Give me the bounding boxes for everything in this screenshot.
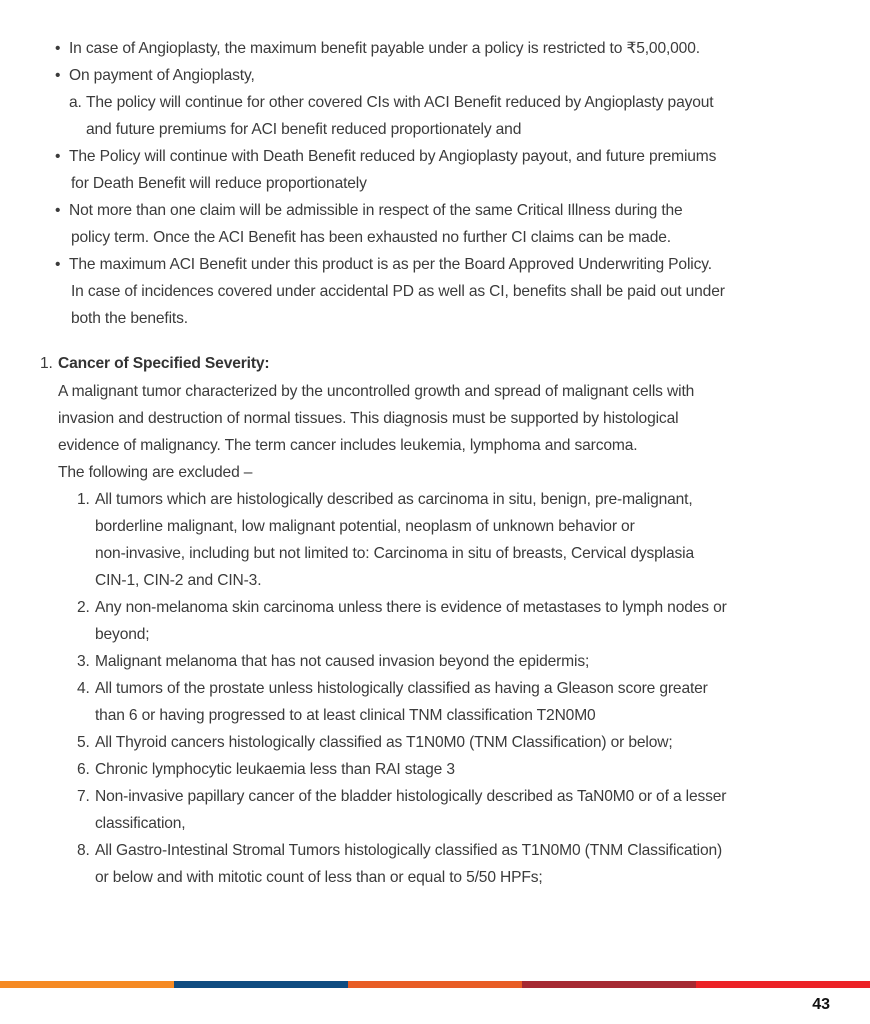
bullet-text: On payment of Angioplasty, (69, 67, 255, 84)
bullet-text: In case of incidences covered under accidental PD as well as CI, benefits shall be paid out under (71, 283, 725, 300)
exclusion-text: borderline malignant, low malignant potential, neoplasm of unknown behavior or (95, 518, 635, 535)
page-number: 43 (812, 996, 830, 1013)
section-title: Cancer of Specified Severity: (58, 355, 270, 372)
exclusion-number: 4. (77, 680, 90, 697)
exclusions-intro: The following are excluded – (58, 464, 253, 481)
bullet-text: The Policy will continue with Death Benefit reduced by Angioplasty payout, and future premiums (69, 148, 717, 165)
exclusion-text: beyond; (95, 626, 150, 643)
bullet-marker: • (55, 40, 61, 57)
bullet-text: policy term. Once the ACI Benefit has been exhausted no further CI claims can be made. (71, 229, 671, 246)
section-description: evidence of malignancy. The term cancer includes leukemia, lymphoma and sarcoma. (58, 437, 638, 454)
exclusion-text: Any non-melanoma skin carcinoma unless there is evidence of metastases to lymph nodes or (95, 599, 727, 616)
bullet-marker: • (55, 67, 61, 84)
exclusion-number: 1. (77, 491, 90, 508)
exclusion-number: 2. (77, 599, 90, 616)
exclusion-text: CIN-1, CIN-2 and CIN-3. (95, 572, 262, 589)
sub-item-text: and future premiums for ACI benefit reduced proportionately and (86, 121, 522, 138)
section-description: A malignant tumor characterized by the uncontrolled growth and spread of malignant cells with (58, 383, 695, 400)
bullet-text: Not more than one claim will be admissible in respect of the same Critical Illness during the (69, 202, 683, 219)
colorbar-segment (522, 981, 696, 988)
exclusion-text: All tumors of the prostate unless histologically classified as having a Gleason score greater (95, 680, 708, 697)
bullet-text: The maximum ACI Benefit under this product is as per the Board Approved Underwriting Policy. (69, 256, 712, 273)
exclusion-number: 3. (77, 653, 90, 670)
bullet-text: In case of Angioplasty, the maximum benefit payable under a policy is restricted to ₹5,00,000. (69, 40, 700, 57)
exclusion-text: All Thyroid cancers histologically classified as T1N0M0 (TNM Classification) or below; (95, 734, 673, 751)
colorbar-segment (696, 981, 870, 988)
exclusion-text: Non-invasive papillary cancer of the bladder histologically described as TaN0M0 or of a lesser (95, 788, 727, 805)
bullet-marker: • (55, 256, 61, 273)
bullet-marker: • (55, 202, 61, 219)
exclusion-number: 6. (77, 761, 90, 778)
exclusion-text: non-invasive, including but not limited to: Carcinoma in situ of breasts, Cervical dysplasia (95, 545, 694, 562)
colorbar-segment (348, 981, 522, 988)
exclusion-number: 7. (77, 788, 90, 805)
exclusion-text: All Gastro-Intestinal Stromal Tumors histologically classified as T1N0M0 (TNM Classification) (95, 842, 723, 859)
section-number: 1. (40, 355, 53, 372)
sub-item-text: The policy will continue for other covered CIs with ACI Benefit reduced by Angioplasty payout (86, 94, 714, 111)
exclusion-text: or below and with mitotic count of less than or equal to 5/50 HPFs; (95, 869, 543, 886)
exclusion-text: than 6 or having progressed to at least clinical TNM classification T2N0M0 (95, 707, 596, 724)
exclusion-number: 5. (77, 734, 90, 751)
section-description: invasion and destruction of normal tissues. This diagnosis must be supported by histological (58, 410, 679, 427)
exclusion-text: Malignant melanoma that has not caused invasion beyond the epidermis; (95, 653, 590, 670)
colorbar-segment (174, 981, 348, 988)
exclusion-number: 8. (77, 842, 90, 859)
exclusion-text: classification, (95, 815, 186, 832)
bullet-text: for Death Benefit will reduce proportionately (71, 175, 367, 192)
bullet-marker: • (55, 148, 61, 165)
footer-colorbar (0, 981, 870, 988)
bullet-text: both the benefits. (71, 310, 188, 327)
colorbar-segment (0, 981, 174, 988)
sub-item-marker: a. (69, 94, 82, 111)
exclusion-text: Chronic lymphocytic leukaemia less than RAI stage 3 (95, 761, 455, 778)
exclusion-text: All tumors which are histologically described as carcinoma in situ, benign, pre-malignant, (95, 491, 693, 508)
